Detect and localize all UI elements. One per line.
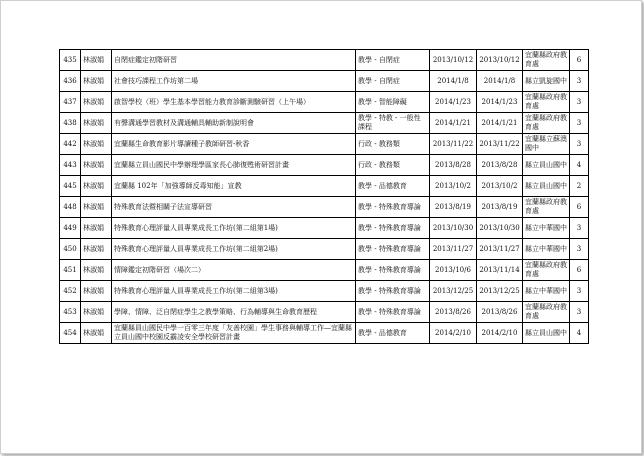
start-date-cell: 2013/12/25 bbox=[430, 281, 477, 302]
course-title-cell: 社會技巧課程工作坊第二場 bbox=[112, 71, 356, 92]
category-cell: 教學 - 特殊教育導論 bbox=[356, 302, 430, 323]
end-date-cell: 2013/10/12 bbox=[477, 50, 523, 71]
course-title-cell: 學障、情障、泛自閉症學生之教學策略、行為輔導與生命教育歷程 bbox=[112, 302, 356, 323]
row-number-cell: 443 bbox=[60, 155, 81, 176]
course-title-cell: 有聲溝通學習教材及溝通輔具輔助新制說明會 bbox=[112, 113, 356, 134]
category-cell: 教學 - 特殊教育導論 bbox=[356, 218, 430, 239]
row-number-cell: 452 bbox=[60, 281, 81, 302]
records-table bbox=[59, 49, 589, 344]
teacher-name-cell: 林淑娟 bbox=[81, 239, 112, 260]
course-title-cell: 自閉症鑑定初階研習 bbox=[112, 50, 356, 71]
table-body bbox=[60, 50, 589, 344]
hours-cell: 6 bbox=[570, 260, 589, 281]
teacher-name-cell: 林淑娟 bbox=[81, 176, 112, 197]
category-cell: 教學 - 特殊教育導論 bbox=[356, 239, 430, 260]
hours-cell: 3 bbox=[570, 71, 589, 92]
start-date-cell: 2013/10/6 bbox=[430, 260, 477, 281]
end-date-cell: 2013/11/27 bbox=[477, 239, 523, 260]
row-number-cell: 450 bbox=[60, 239, 81, 260]
row-number-cell: 442 bbox=[60, 134, 81, 155]
course-title-cell: 特殊教育心理評量人員專業成長工作坊(第二組第2場) bbox=[112, 239, 356, 260]
teacher-name-cell: 林淑娟 bbox=[81, 92, 112, 113]
category-cell: 教學 - 品德教育 bbox=[356, 176, 430, 197]
table-row bbox=[60, 92, 589, 113]
course-title-cell: 啟智學校（班）學生基本學習能力教育診斷測驗研習（上午場） bbox=[112, 92, 356, 113]
category-cell: 教學 - 特殊教育導論 bbox=[356, 197, 430, 218]
start-date-cell: 2013/10/12 bbox=[430, 50, 477, 71]
teacher-name-cell: 林淑娟 bbox=[81, 302, 112, 323]
category-cell: 教學 - 特殊教育導論 bbox=[356, 260, 430, 281]
teacher-name-cell: 林淑娟 bbox=[81, 134, 112, 155]
teacher-name-cell: 林淑娟 bbox=[81, 281, 112, 302]
hours-cell: 6 bbox=[570, 50, 589, 71]
end-date-cell: 2013/11/14 bbox=[477, 260, 523, 281]
category-cell: 教學 - 自閉症 bbox=[356, 71, 430, 92]
teacher-name-cell: 林淑娟 bbox=[81, 323, 112, 344]
end-date-cell: 2014/1/21 bbox=[477, 113, 523, 134]
end-date-cell: 2014/2/10 bbox=[477, 323, 523, 344]
row-number-cell: 449 bbox=[60, 218, 81, 239]
hours-cell: 6 bbox=[570, 197, 589, 218]
table-row bbox=[60, 239, 589, 260]
start-date-cell: 2013/11/22 bbox=[430, 134, 477, 155]
table-row bbox=[60, 134, 589, 155]
end-date-cell: 2013/8/26 bbox=[477, 302, 523, 323]
end-date-cell: 2014/1/23 bbox=[477, 92, 523, 113]
start-date-cell: 2013/10/30 bbox=[430, 218, 477, 239]
start-date-cell: 2014/1/21 bbox=[430, 113, 477, 134]
category-cell: 教學 - 特教 - 一般性課程 bbox=[356, 113, 430, 134]
hours-cell: 3 bbox=[570, 92, 589, 113]
category-cell: 教學 - 品德教育 bbox=[356, 323, 430, 344]
course-title-cell: 特殊教育法暨相關子法宣導研習 bbox=[112, 197, 356, 218]
organizer-cell: 縣立中華國中 bbox=[523, 281, 570, 302]
row-number-cell: 445 bbox=[60, 176, 81, 197]
start-date-cell: 2013/11/27 bbox=[430, 239, 477, 260]
table-row bbox=[60, 71, 589, 92]
start-date-cell: 2014/2/10 bbox=[430, 323, 477, 344]
start-date-cell: 2013/8/19 bbox=[430, 197, 477, 218]
category-cell: 行政 - 教務類 bbox=[356, 134, 430, 155]
hours-cell: 3 bbox=[570, 239, 589, 260]
end-date-cell: 2013/8/19 bbox=[477, 197, 523, 218]
end-date-cell: 2014/1/8 bbox=[477, 71, 523, 92]
teacher-name-cell: 林淑娟 bbox=[81, 218, 112, 239]
table-row bbox=[60, 260, 589, 281]
organizer-cell: 宜蘭縣政府教育處 bbox=[523, 92, 570, 113]
end-date-cell: 2013/12/25 bbox=[477, 281, 523, 302]
organizer-cell: 縣立凱旋國中 bbox=[523, 71, 570, 92]
start-date-cell: 2014/1/8 bbox=[430, 71, 477, 92]
category-cell: 行政 - 教務類 bbox=[356, 155, 430, 176]
end-date-cell: 2013/8/28 bbox=[477, 155, 523, 176]
hours-cell: 2 bbox=[570, 176, 589, 197]
organizer-cell: 宜蘭縣政府教育處 bbox=[523, 197, 570, 218]
teacher-name-cell: 林淑娟 bbox=[81, 113, 112, 134]
start-date-cell: 2013/8/26 bbox=[430, 302, 477, 323]
end-date-cell: 2013/10/30 bbox=[477, 218, 523, 239]
organizer-cell: 宜蘭縣政府教育處 bbox=[523, 302, 570, 323]
teacher-name-cell: 林淑娟 bbox=[81, 197, 112, 218]
table-row bbox=[60, 302, 589, 323]
hours-cell: 4 bbox=[570, 323, 589, 344]
table-row bbox=[60, 113, 589, 134]
category-cell: 教學 - 智能障礙 bbox=[356, 92, 430, 113]
table-row bbox=[60, 197, 589, 218]
organizer-cell: 縣立員山國中 bbox=[523, 176, 570, 197]
hours-cell: 4 bbox=[570, 155, 589, 176]
category-cell: 教學 - 自閉症 bbox=[356, 50, 430, 71]
start-date-cell: 2014/1/23 bbox=[430, 92, 477, 113]
organizer-cell: 宜蘭縣政府教育處 bbox=[523, 260, 570, 281]
hours-cell: 3 bbox=[570, 281, 589, 302]
table-row bbox=[60, 218, 589, 239]
teacher-name-cell: 林淑娟 bbox=[81, 260, 112, 281]
row-number-cell: 437 bbox=[60, 92, 81, 113]
hours-cell: 3 bbox=[570, 113, 589, 134]
row-number-cell: 454 bbox=[60, 323, 81, 344]
teacher-name-cell: 林淑娟 bbox=[81, 71, 112, 92]
course-title-cell: 情障鑑定初階研習（場次二） bbox=[112, 260, 356, 281]
hours-cell: 3 bbox=[570, 134, 589, 155]
organizer-cell: 縣立員山國中 bbox=[523, 155, 570, 176]
organizer-cell: 縣立員山國中 bbox=[523, 323, 570, 344]
teacher-name-cell: 林淑娟 bbox=[81, 50, 112, 71]
organizer-cell: 宜蘭縣立蘇澳國中 bbox=[523, 134, 570, 155]
organizer-cell: 宜蘭縣政府教育處 bbox=[523, 50, 570, 71]
row-number-cell: 451 bbox=[60, 260, 81, 281]
row-number-cell: 435 bbox=[60, 50, 81, 71]
course-title-cell: 宜蘭縣員山國民中學一百零三年度「友善校園」學生事務與輔導工作—宜蘭縣立員山國中校園反霸凌安全學校研習計畫 bbox=[112, 323, 356, 344]
table-row bbox=[60, 176, 589, 197]
category-cell: 教學 - 特殊教育導論 bbox=[356, 281, 430, 302]
teacher-name-cell: 林淑娟 bbox=[81, 155, 112, 176]
organizer-cell: 宜蘭縣政府教育處 bbox=[523, 113, 570, 134]
organizer-cell: 縣立中華國中 bbox=[523, 218, 570, 239]
start-date-cell: 2013/8/28 bbox=[430, 155, 477, 176]
row-number-cell: 448 bbox=[60, 197, 81, 218]
table-row bbox=[60, 281, 589, 302]
row-number-cell: 436 bbox=[60, 71, 81, 92]
course-title-cell: 宜蘭縣立員山國民中學辦理學區家長心肺復甦術研習計畫 bbox=[112, 155, 356, 176]
course-title-cell: 特殊教育心理評量人員專業成長工作坊(第二組第1場) bbox=[112, 218, 356, 239]
row-number-cell: 453 bbox=[60, 302, 81, 323]
course-title-cell: 宜蘭縣 102年「加強導師反毒知能」宣教 bbox=[112, 176, 356, 197]
table-row bbox=[60, 323, 589, 344]
row-number-cell: 438 bbox=[60, 113, 81, 134]
course-title-cell: 宜蘭縣生命教育影片導讀種子教師研習-秋香 bbox=[112, 134, 356, 155]
end-date-cell: 2013/10/2 bbox=[477, 176, 523, 197]
table-row bbox=[60, 50, 589, 71]
start-date-cell: 2013/10/2 bbox=[430, 176, 477, 197]
course-title-cell: 特殊教育心理評量人員專業成長工作坊(第二組第3場) bbox=[112, 281, 356, 302]
table-row bbox=[60, 155, 589, 176]
organizer-cell: 縣立中華國中 bbox=[523, 239, 570, 260]
hours-cell: 3 bbox=[570, 218, 589, 239]
hours-cell: 3 bbox=[570, 302, 589, 323]
end-date-cell: 2013/11/22 bbox=[477, 134, 523, 155]
